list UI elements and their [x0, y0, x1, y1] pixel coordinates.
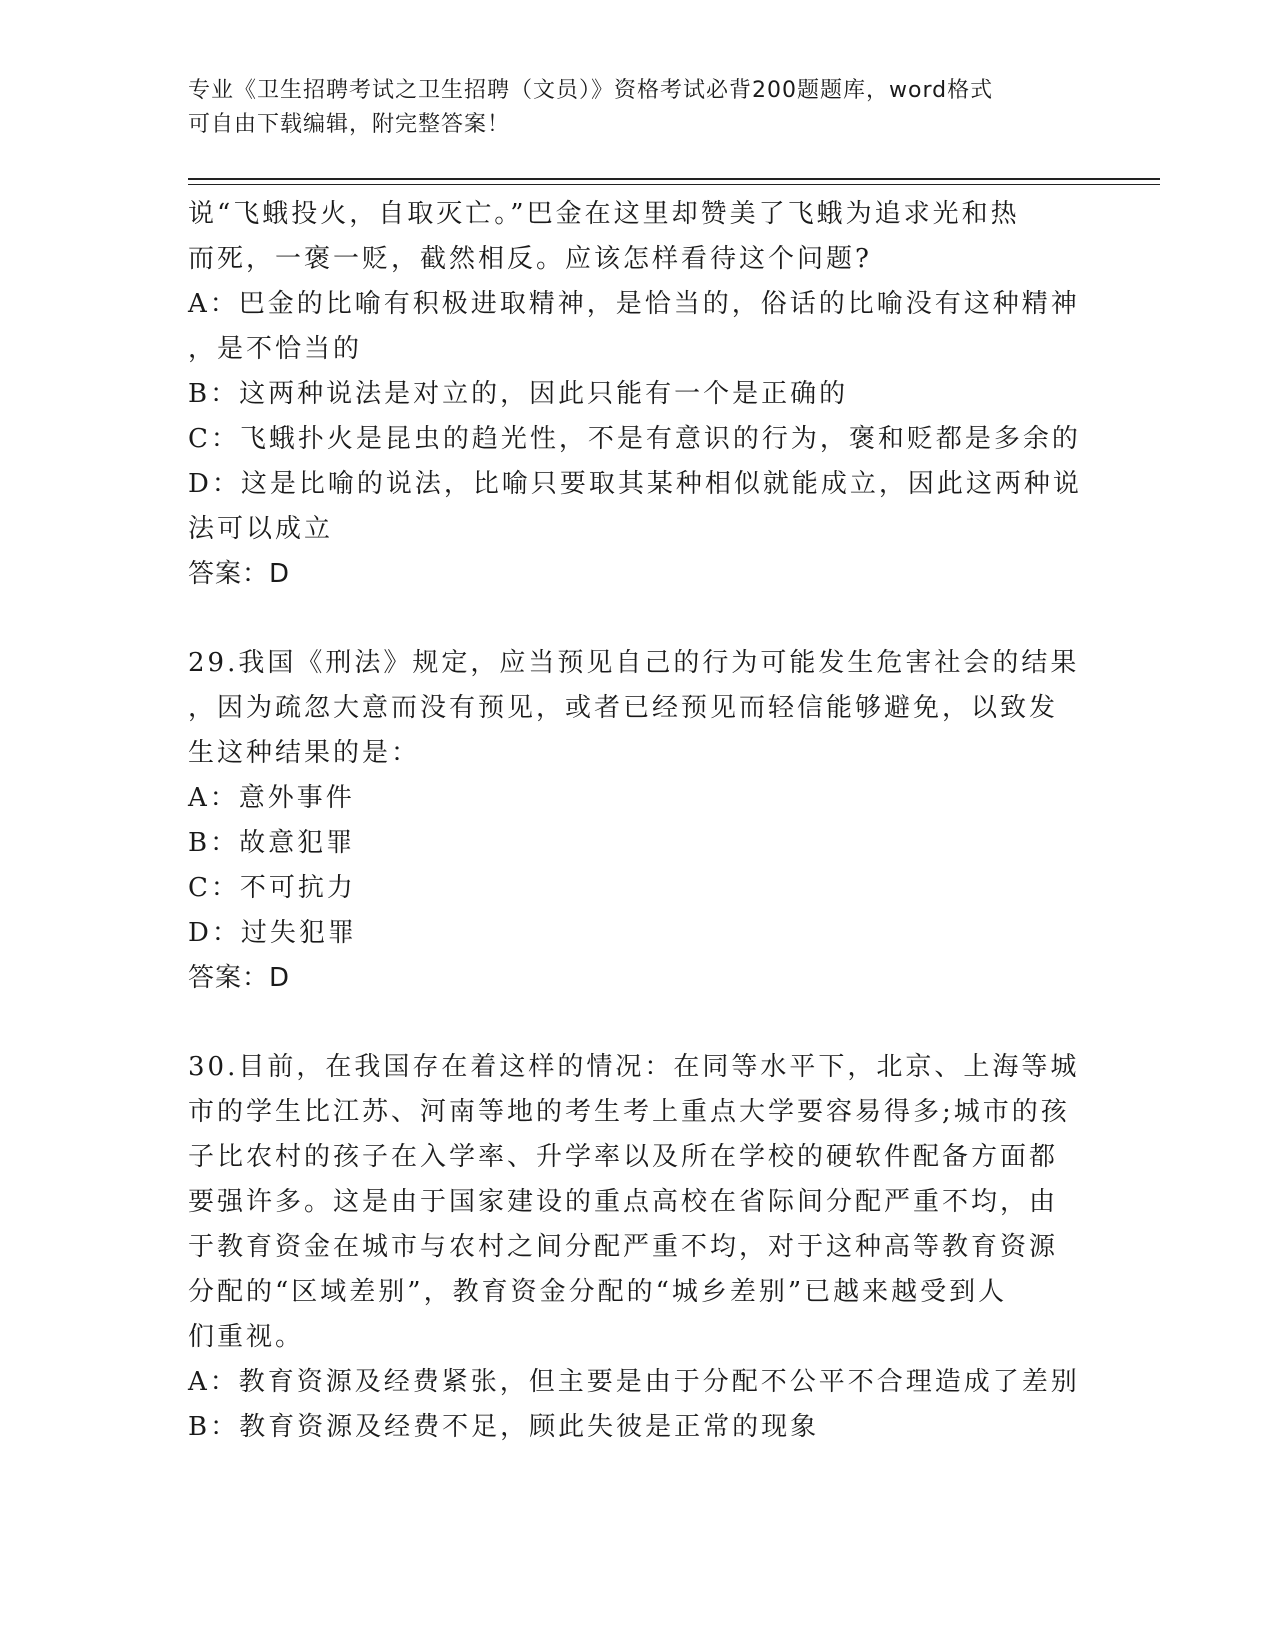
option-a: A：教育资源及经费紧张，但主要是由于分配不公平不合理造成了差别: [188, 1367, 1080, 1397]
option-a-continued: ，是不恰当的: [188, 334, 363, 364]
answer-line: 答案：D: [188, 963, 291, 993]
question-stem-line: 分配的“区域差别”，教育资金分配的“城乡差别”已越来越受到人: [188, 1277, 1008, 1307]
option-d-continued: 法可以成立: [188, 514, 334, 544]
header-rule-thick: [188, 178, 1160, 180]
question-stem-line: 说“飞蛾投火，自取灭亡。”巴金在这里却赞美了飞蛾为追求光和热: [188, 199, 1020, 229]
option-d: D：过失犯罪: [188, 918, 357, 948]
question-29: [188, 641, 1088, 1001]
question-stem-line: 而死，一褒一贬，截然相反。应该怎样看待这个问题?: [188, 244, 872, 274]
option-c: C：飞蛾扑火是昆虫的趋光性，不是有意识的行为，褒和贬都是多余的: [188, 424, 1081, 454]
option-b: B：这两种说法是对立的，因此只能有一个是正确的: [188, 379, 849, 409]
question-stem-line: 生这种结果的是：: [188, 738, 421, 768]
answer-line: 答案：D: [188, 559, 291, 589]
question-stem-line: 30.目前，在我国存在着这样的情况：在同等水平下，北京、上海等城: [188, 1052, 1080, 1082]
question-list: [188, 192, 1088, 1450]
question-spacer: [188, 1001, 1088, 1045]
question-28: [188, 192, 1088, 597]
header-line-1: 专业《卫生招聘考试之卫生招聘（文员）》资格考试必背200题题库，word格式: [188, 78, 994, 103]
question-stem-line: 要强许多。这是由于国家建设的重点高校在省际间分配严重不均，由: [188, 1187, 1059, 1217]
header-rule-thin: [188, 184, 1160, 185]
document-header: [188, 74, 1088, 142]
question-stem-line: 们重视。: [188, 1322, 305, 1352]
question-30: [188, 1045, 1088, 1450]
option-c: C：不可抗力: [188, 873, 356, 903]
option-a: A：意外事件: [188, 783, 355, 813]
option-b: B：教育资源及经费不足，顾此失彼是正常的现象: [188, 1412, 820, 1442]
question-stem-line: 市的学生比江苏、河南等地的考生考上重点大学要容易得多;城市的孩: [188, 1097, 1070, 1127]
question-stem-line: 于教育资金在城市与农村之间分配严重不均，对于这种高等教育资源: [188, 1232, 1059, 1262]
option-a: A：巴金的比喻有积极进取精神，是恰当的，俗话的比喻没有这种精神: [188, 289, 1080, 319]
question-spacer: [188, 597, 1088, 641]
option-d: D：这是比喻的说法，比喻只要取其某种相似就能成立，因此这两种说: [188, 469, 1082, 499]
question-stem-line: 子比农村的孩子在入学率、升学率以及所在学校的硬软件配备方面都: [188, 1142, 1059, 1172]
option-b: B：故意犯罪: [188, 828, 356, 858]
question-stem-line: 29.我国《刑法》规定，应当预见自己的行为可能发生危害社会的结果: [188, 648, 1080, 678]
header-line-2: 可自由下载编辑，附完整答案！: [188, 112, 511, 137]
question-stem-line: ，因为疏忽大意而没有预见，或者已经预见而轻信能够避免，以致发: [188, 693, 1059, 723]
